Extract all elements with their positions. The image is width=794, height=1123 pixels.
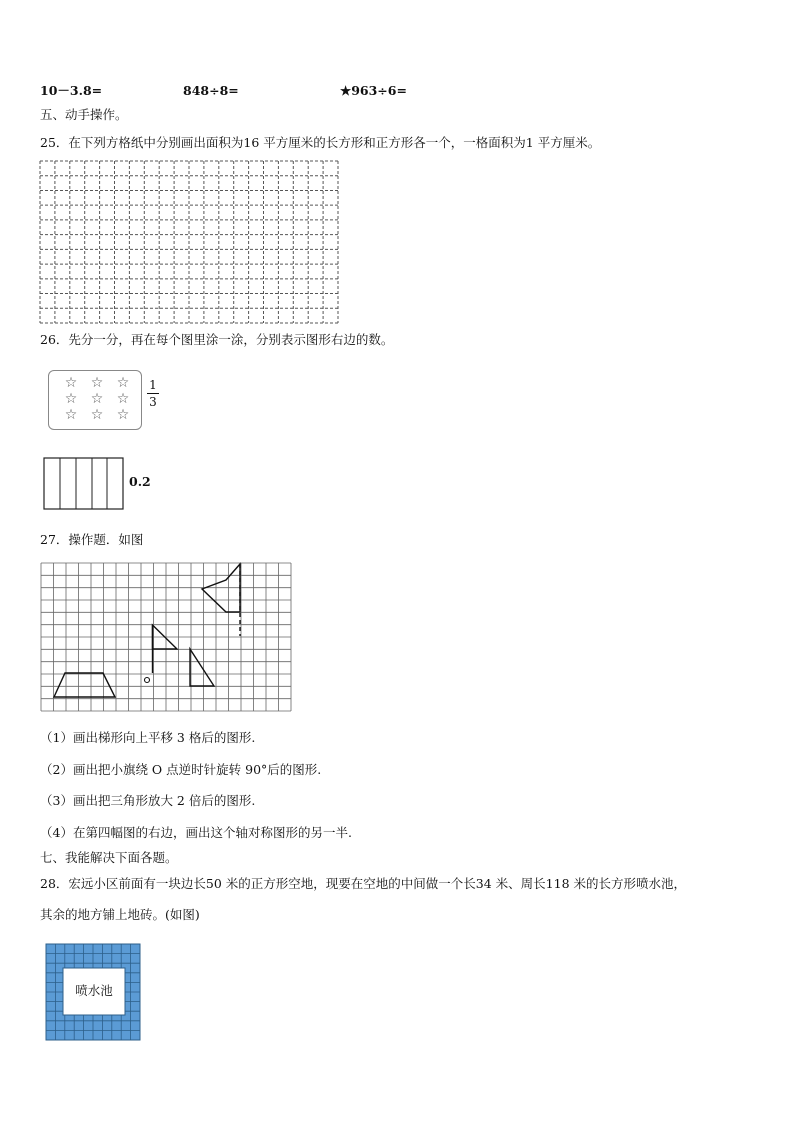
q27-sub-2: （2）画出把小旗绕 O 点逆时针旋转 90°后的图形. (40, 762, 322, 777)
q27-sub-4: （4）在第四幅图的右边，画出这个轴对称图形的另一半. (40, 825, 352, 840)
decimal-label: 0.2 (129, 474, 151, 489)
star-icon: ☆ (90, 391, 104, 407)
star-icon: ☆ (64, 407, 78, 423)
star-icon: ☆ (90, 375, 104, 391)
fraction-one-third (146, 378, 160, 409)
triangle-shape (190, 649, 214, 686)
point-o-marker (145, 678, 150, 683)
star-icon: ☆ (116, 375, 130, 391)
q28-line-2: 其余的地方铺上地砖。(如图) (40, 907, 200, 922)
expr-2: 848÷8= (183, 83, 239, 98)
q28-line-1: 28．宏远小区前面有一块边长50 米的正方形空地，现要在空地的中间做一个长34 米、周长118 米的长方形喷水池， (40, 876, 686, 891)
star-icon: ☆ (64, 375, 78, 391)
section-7-title: 七、我能解决下面各题。 (40, 850, 178, 865)
q27-sub-3: （3）画出把三角形放大 2 倍后的图形. (40, 793, 256, 808)
trapezoid-shape (54, 673, 115, 697)
fraction-denominator: 3 (149, 395, 157, 409)
star-icon: ☆ (90, 407, 104, 423)
q27-sub-1: （1）画出梯形向上平移 3 格后的图形. (40, 730, 256, 745)
star-icon: ☆ (116, 407, 130, 423)
q27-text: 27．操作题．如图 (40, 532, 144, 547)
pool-label: 喷水池 (75, 983, 113, 998)
q25-text: 25．在下列方格纸中分别画出面积为16 平方厘米的长方形和正方形各一个，一格面积为1 平方厘米。 (40, 135, 601, 150)
star-icon: ☆ (116, 391, 130, 407)
section-5-title: 五、动手操作。 (40, 107, 128, 122)
fraction-numerator: 1 (149, 378, 157, 392)
expr-3: ★963÷6= (340, 83, 407, 98)
star-icon: ☆ (64, 391, 78, 407)
q27-grid-figure (40, 562, 292, 712)
star-box (48, 370, 142, 430)
expr-1: 10－3.8= (40, 83, 103, 98)
q26-text: 26．先分一分，再在每个图里涂一涂，分别表示图形右边的数。 (40, 332, 394, 347)
rectangle-five-parts (43, 457, 125, 511)
q25-dashed-grid (39, 160, 339, 324)
